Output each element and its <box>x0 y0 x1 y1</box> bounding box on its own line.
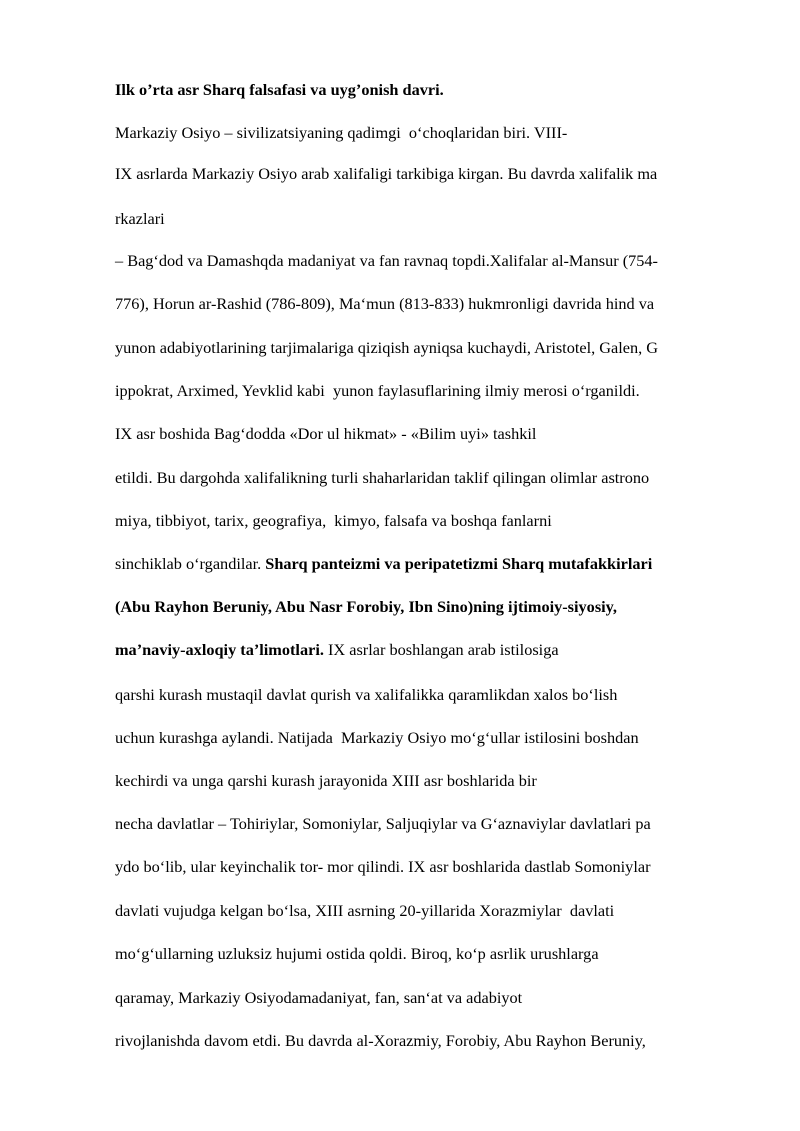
text-line-16: kechirdi va unga qarshi kurash jarayonida XIII asr boshlarida bir <box>115 771 537 790</box>
text-line-15: uchun kurashga aylandi. Natijada Markaziy Osiyo mo‘g‘ullar istilosini boshdan <box>115 728 639 747</box>
text-line-5: 776), Horun ar-Rashid (786-809), Ma‘mun (813-833) hukmronligi davrida hind va <box>115 294 655 313</box>
section-heading-part-3: ma’naviy-axloqiy ta’limotlari. <box>115 640 324 659</box>
text-line-17: necha davlatlar – Tohiriylar, Somoniylar, Saljuqiylar va G‘aznaviylar davlatlari pa <box>115 814 651 833</box>
text-line-18: ydo bo‘lib, ular keyinchalik tor- mor qilindi. IX asr boshlarida dastlab Somoniylar <box>115 857 651 876</box>
text-line-10: miya, tibbiyot, tarix, geografiya, kimyo, falsafa va boshqa fanlarni <box>115 511 552 530</box>
text-line-6: yunon adabiyotlarining tarjimalariga qiziqish ayniqsa kuchaydi, Aristotel, Galen, G <box>115 338 659 357</box>
text-line-19: davlati vujudga kelgan bo‘lsa, XIII asrning 20-yillarida Xorazmiylar davlati <box>115 901 615 920</box>
text-line-20: mo‘g‘ullarning uzluksiz hujumi ostida qoldi. Biroq, ko‘p asrlik urushlarga <box>115 944 599 963</box>
text-line-3: rkazlari <box>115 209 165 228</box>
text-line-22: rivojlanishda davom etdi. Bu davrda al-Xorazmiy, Forobiy, Abu Rayhon Beruniy, <box>115 1031 646 1050</box>
text-line-9: etildi. Bu dargohda xalifalikning turli shaharlaridan taklif qilingan olimlar astrono <box>115 468 650 487</box>
text-line-1: Markaziy Osiyo – sivilizatsiyaning qadimgi o‘choqlaridan biri. VIII- <box>115 123 568 142</box>
text-line-21: qaramay, Markaziy Osiyodamadaniyat, fan, san‘at va adabiyot <box>115 988 523 1007</box>
text-line-13-normal: IX asrlar boshlangan arab istilosiga <box>323 640 559 659</box>
section-heading-part-2: (Abu Rayhon Beruniy, Abu Nasr Forobiy, Ibn Sino)ning ijtimoiy-siyosiy, <box>115 597 617 616</box>
text-line-7: ippokrat, Arximed, Yevklid kabi yunon faylasuflarining ilmiy merosi o‘rganildi. <box>115 381 640 400</box>
document-title: Ilk o’rta asr Sharq falsafasi va uyg’onish davri. <box>115 80 444 99</box>
section-heading-part-1: Sharq panteizmi va peripatetizmi Sharq mutafakkirlari <box>265 554 653 573</box>
text-line-11-normal: sinchiklab o‘rgandilar. <box>115 554 266 573</box>
text-line-8: IX asr boshida Bag‘dodda «Dor ul hikmat» - «Bilim uyi» tashkil <box>115 424 537 443</box>
text-line-14: qarshi kurash mustaqil davlat qurish va xalifalikka qaramlikdan xalos bo‘lish <box>115 685 618 704</box>
text-line-13 <box>115 640 559 660</box>
text-line-11 <box>115 554 652 574</box>
text-line-2: IX asrlarda Markaziy Osiyo arab xalifaligi tarkibiga kirgan. Bu davrda xalifalik ma <box>115 164 658 183</box>
text-line-4: – Bag‘dod va Damashqda madaniyat va fan ravnaq topdi.Xalifalar al-Mansur (754- <box>115 251 658 270</box>
